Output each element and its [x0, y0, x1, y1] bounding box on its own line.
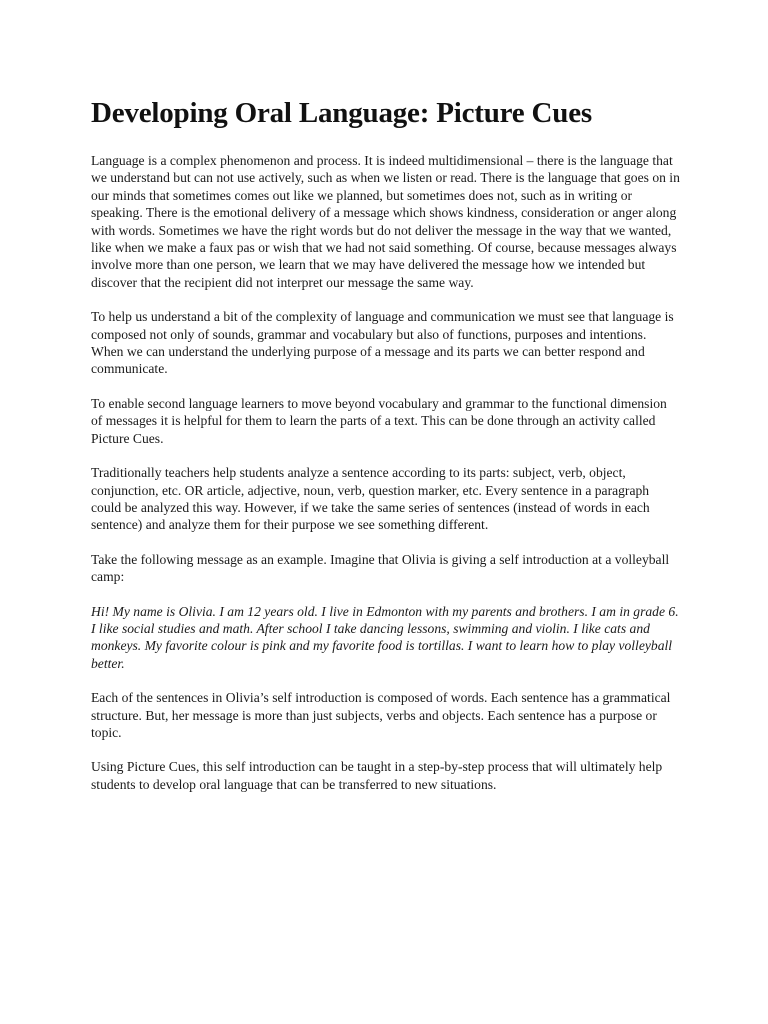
document-page	[91, 96, 681, 810]
paragraph-picture-cues-process: Using Picture Cues, this self introduction can be taught in a step-by-step process that will ultimately help students to develop oral language that can be transferred to new situations.	[91, 759, 663, 792]
paragraph-language-composition: To help us understand a bit of the complexity of language and communication we must see that language is composed not only of sounds, grammar and vocabulary but also of functions, purposes and intentions. When we can understand the underlying purpose of a message and its parts we can better respond and communicate.	[91, 309, 674, 377]
paragraph-sentence-purpose: Each of the sentences in Olivia’s self introduction is composed of words. Each sentence has a grammatical structure. But, her message is more than just subjects, verbs and objects. Each sentence has a purpose or topic.	[91, 690, 671, 740]
paragraph-sentence-analysis: Traditionally teachers help students analyze a sentence according to its parts: subject, verb, object, conjunction, etc. OR article, adjective, noun, verb, question marker, etc. Every sentence in a paragraph could be analyzed this way. However, if we take the same series of sentences (instead of words in each sentence) and analyze them for their purpose we see something different.	[91, 465, 650, 533]
paragraph-olivia-self-introduction: Hi! My name is Olivia. I am 12 years old. I live in Edmonton with my parents and brothers. I am in grade 6. I like social studies and math. After school I take dancing lessons, swimming and violin. I like cats and monkeys. My favorite colour is pink and my favorite food is tortillas. I want to learn how to play volleyball better.	[91, 603, 679, 671]
paragraph-language-complexity: Language is a complex phenomenon and process. It is indeed multidimensional – there is the language that we understand but can not use actively, such as when we listen or read. There is the language that goes on in our minds that sometimes comes out like we planned, but sometimes does not, such as in writing or speaking. There is the emotional delivery of a message which shows kindness, consideration or anger along with words. Sometimes we have the right words but do not deliver the message in the way that we wanted, like when we make a faux pas or wish that we had not said something. Of course, because messages always involve more than one person, we learn that we may have delivered the message how we intended but discover that the recipient did not interpret our message the same way.	[91, 153, 680, 290]
document-title: Developing Oral Language: Picture Cues	[91, 97, 592, 129]
paragraph-second-language-learners: To enable second language learners to move beyond vocabulary and grammar to the functional dimension of messages it is helpful for them to learn the parts of a text. This can be done through an activity called Picture Cues.	[91, 395, 667, 446]
paragraph-example-intro: Take the following message as an example. Imagine that Olivia is giving a self introduction at a volleyball camp:	[91, 551, 670, 585]
